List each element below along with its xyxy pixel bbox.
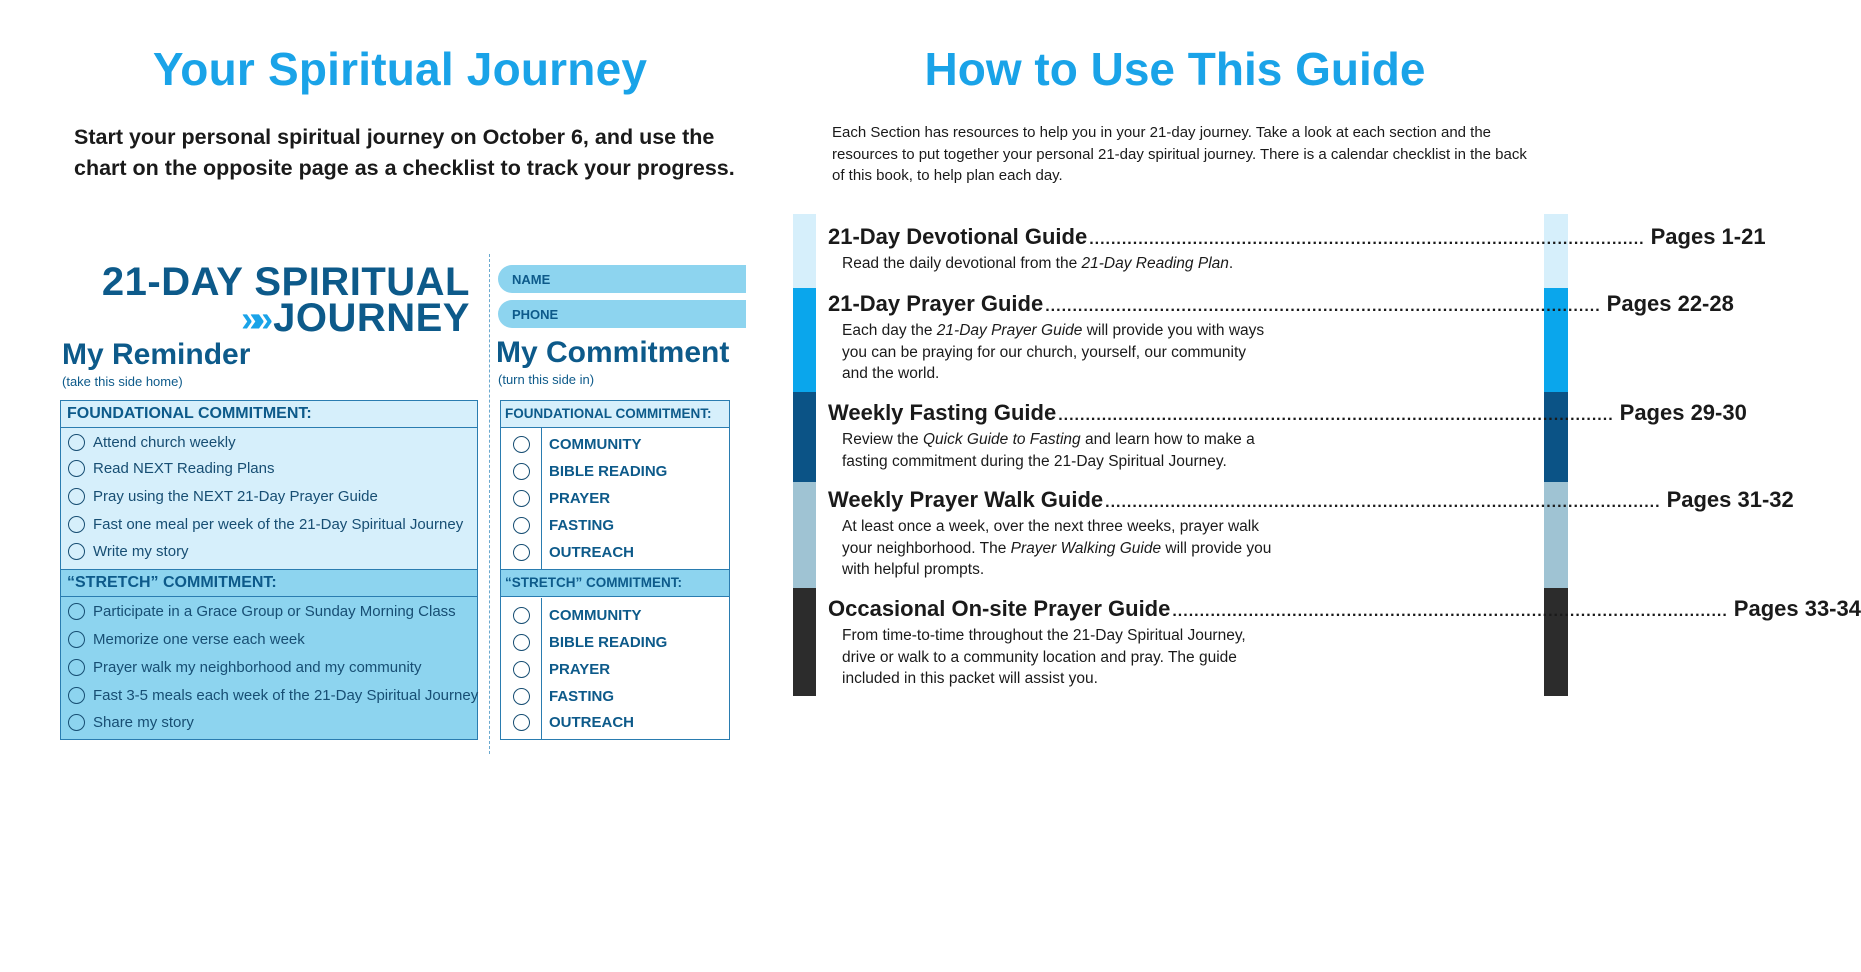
guide-description: Read the daily devotional from the 21-Day Reading Plan. <box>842 255 1234 272</box>
guide-pages: Pages 33-34 <box>1733 596 1861 621</box>
guide-description: Each day the 21-Day Prayer Guide will provide you with ways you can be praying for our church, yourself, our community and the world. <box>842 322 1265 382</box>
commit-stretch-list <box>501 598 729 739</box>
checkbox-circle-icon[interactable] <box>68 543 85 560</box>
color-band-onsite <box>793 588 816 696</box>
phone-field[interactable] <box>498 300 746 328</box>
list-item[interactable]: BIBLE READING <box>501 634 729 651</box>
reminder-subheading: (take this side home) <box>62 374 183 389</box>
list-item[interactable]: Fast one meal per week of the 21-Day Spiritual Journey <box>61 516 477 533</box>
list-item[interactable]: Write my story <box>61 543 477 560</box>
guide-name: Weekly Prayer Walk Guide <box>828 487 1104 512</box>
list-item[interactable]: OUTREACH <box>501 714 729 731</box>
guide-pages: Pages 29-30 <box>1619 400 1747 425</box>
guide-description: At least once a week, over the next three weeks, prayer walk your neighborhood. The Prayer Walking Guide will provide you with helpful prompts. <box>842 518 1272 578</box>
checkbox-circle-icon[interactable] <box>513 661 530 678</box>
leader-dots: ...................................................................................................... <box>1058 407 1614 424</box>
color-band-fasting-right <box>1544 392 1568 482</box>
list-item[interactable]: OUTREACH <box>501 544 729 561</box>
leader-dots: ...................................................................................................... <box>1089 231 1645 248</box>
color-band-fasting <box>793 392 816 482</box>
checkbox-circle-icon[interactable] <box>513 714 530 731</box>
guide-description: Review the Quick Guide to Fasting and learn how to make a fasting commitment during the 21-Day Spiritual Journey. <box>842 431 1255 470</box>
stretch-section <box>61 569 477 739</box>
checkbox-circle-icon[interactable] <box>68 631 85 648</box>
commitment-subheading: (turn this side in) <box>498 372 595 387</box>
stretch-heading-commit: “STRETCH” COMMITMENT: <box>501 570 729 597</box>
commit-foundational-list <box>501 428 729 569</box>
checkbox-circle-icon[interactable] <box>68 603 85 620</box>
guide-item-prayer-walk <box>828 487 1794 581</box>
guide-item-devotional <box>828 224 1766 275</box>
checkbox-circle-icon[interactable] <box>513 436 530 453</box>
leader-dots: ...................................................................................................... <box>1172 603 1728 620</box>
guide-name: 21-Day Devotional Guide <box>828 224 1088 249</box>
guide-name: 21-Day Prayer Guide <box>828 291 1044 316</box>
list-item[interactable]: Share my story <box>61 714 477 731</box>
phone-field-label: PHONE <box>512 307 559 322</box>
color-band-prayer <box>793 288 816 392</box>
brand-line-2 <box>241 296 470 341</box>
stretch-section-commit <box>501 569 729 597</box>
list-item[interactable]: PRAYER <box>501 490 729 507</box>
tear-line-divider <box>489 254 490 754</box>
right-page-title: How to Use This Guide <box>924 43 1426 95</box>
color-band-prayer-walk <box>793 482 816 588</box>
list-item[interactable]: BIBLE READING <box>501 463 729 480</box>
guide-pages: Pages 31-32 <box>1666 487 1794 512</box>
foundational-heading: FOUNDATIONAL COMMITMENT: <box>61 401 477 428</box>
color-band-devotional <box>793 214 816 288</box>
list-item[interactable]: COMMUNITY <box>501 607 729 624</box>
commitment-card <box>60 252 760 764</box>
guide-description: From time-to-time throughout the 21-Day Spiritual Journey, drive or walk to a community location and pray. The guide included in this packet will assist you. <box>842 627 1246 687</box>
checkbox-circle-icon[interactable] <box>513 544 530 561</box>
stretch-heading: “STRETCH” COMMITMENT: <box>61 570 477 597</box>
checkbox-circle-icon[interactable] <box>68 714 85 731</box>
brand-line-1: 21-DAY SPIRITUAL <box>101 260 470 304</box>
list-item[interactable]: FASTING <box>501 517 729 534</box>
checkbox-circle-icon[interactable] <box>513 607 530 624</box>
left-intro-text: Start your personal spiritual journey on October 6, and use the chart on the opposite page as a checklist to track your progress. <box>74 125 735 180</box>
checkbox-circle-icon[interactable] <box>68 687 85 704</box>
name-field-label: NAME <box>512 272 551 287</box>
list-item[interactable]: Pray using the NEXT 21-Day Prayer Guide <box>61 488 477 505</box>
commitment-heading: My Commitment <box>496 336 730 369</box>
list-item[interactable]: FASTING <box>501 688 729 705</box>
leader-dots: ...................................................................................................... <box>1045 298 1601 315</box>
guide-item-prayer <box>828 291 1734 385</box>
checkbox-circle-icon[interactable] <box>513 634 530 651</box>
brand-journey-word: JOURNEY <box>273 296 470 340</box>
checkbox-circle-icon[interactable] <box>68 659 85 676</box>
list-item[interactable]: Memorize one verse each week <box>61 631 477 648</box>
list-item[interactable]: PRAYER <box>501 661 729 678</box>
checkbox-circle-icon[interactable] <box>513 490 530 507</box>
list-item[interactable]: COMMUNITY <box>501 436 729 453</box>
checkbox-circle-icon[interactable] <box>68 516 85 533</box>
foundational-heading-commit: FOUNDATIONAL COMMITMENT: <box>501 401 729 428</box>
checkbox-circle-icon[interactable] <box>513 463 530 480</box>
guide-pages: Pages 1-21 <box>1650 224 1766 249</box>
list-item[interactable]: Participate in a Grace Group or Sunday Morning Class <box>61 603 477 620</box>
reminder-checklist <box>60 400 478 740</box>
reminder-heading: My Reminder <box>62 338 251 371</box>
right-intro-text: Each Section has resources to help you in your 21-day journey. Take a look at each section and the resources to put together your personal 21-day spiritual journey. There is a calendar checklist in the back of this book, to help plan each day. <box>832 124 1527 184</box>
list-item[interactable]: Read NEXT Reading Plans <box>61 460 477 477</box>
color-band-devotional-right <box>1544 214 1568 288</box>
list-item[interactable]: Prayer walk my neighborhood and my community <box>61 659 477 676</box>
guide-item-fasting <box>828 400 1747 472</box>
list-item[interactable]: Attend church weekly <box>61 434 477 451</box>
chevron-right-icon: »» <box>241 297 266 339</box>
left-page-title: Your Spiritual Journey <box>152 43 648 95</box>
list-item[interactable]: Fast 3-5 meals each week of the 21-Day Spiritual Journey <box>61 687 477 704</box>
guide-item-onsite <box>828 596 1861 690</box>
guide-name: Weekly Fasting Guide <box>828 400 1057 425</box>
name-field[interactable] <box>498 265 746 293</box>
checkbox-circle-icon[interactable] <box>68 460 85 477</box>
guide-name: Occasional On-site Prayer Guide <box>828 596 1171 621</box>
leader-dots: ...................................................................................................... <box>1105 494 1661 511</box>
checkbox-circle-icon[interactable] <box>68 488 85 505</box>
guide-pages: Pages 22-28 <box>1606 291 1734 316</box>
checkbox-circle-icon[interactable] <box>68 434 85 451</box>
checkbox-circle-icon[interactable] <box>513 517 530 534</box>
checkbox-circle-icon[interactable] <box>513 688 530 705</box>
commitment-checklist <box>500 400 730 740</box>
